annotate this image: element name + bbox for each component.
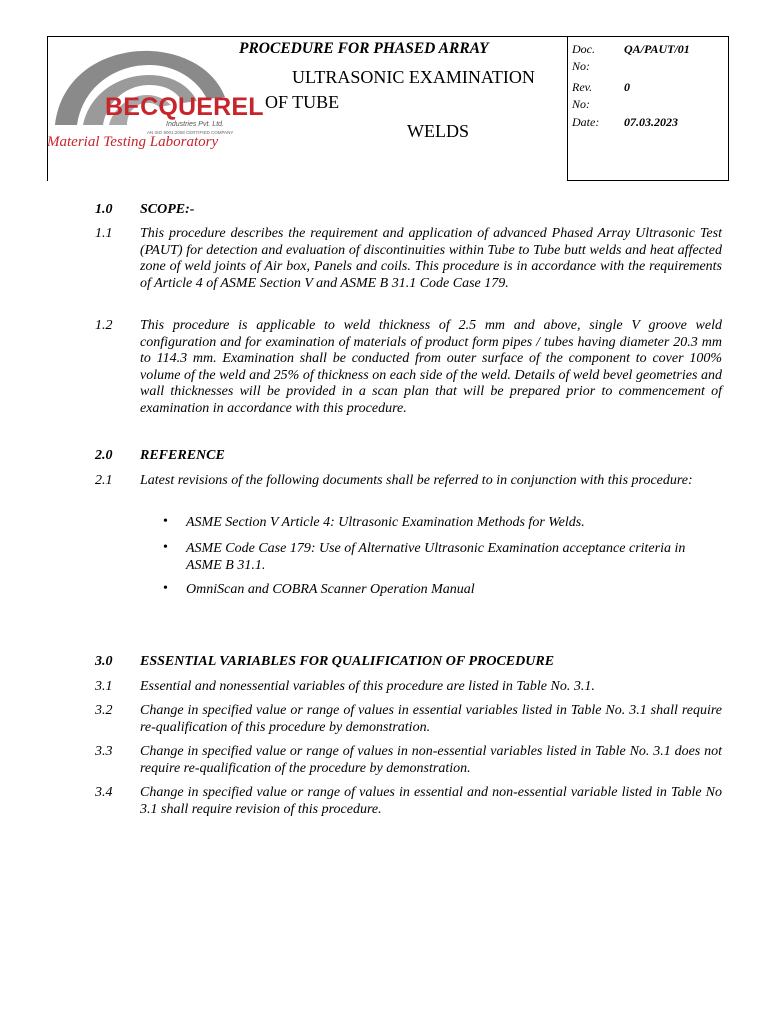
title-line-1: PROCEDURE FOR PHASED ARRAY <box>239 40 489 57</box>
clause-3-4-number: 3.4 <box>95 785 113 800</box>
clause-1-2-number: 1.2 <box>95 318 113 333</box>
rev-number-row <box>568 79 728 113</box>
doc-number-label: Doc. No: <box>572 42 595 73</box>
company-logo <box>47 45 264 165</box>
section-1-number: 1.0 <box>95 202 113 217</box>
date-value: 07.03.2023 <box>624 115 678 129</box>
clause-1-2-text: This procedure is applicable to weld thickness of 2.5 mm and above, single V groove weld configuration and for examination of materials of product form pipes / tubes having diameter 20.3 mm to 114.3 mm. Examination shall be conducted from outer surface of the component to cover 100% volume of the weld and 25% of thickness on each side of the weld. Details of weld bevel geometries and wall thicknesses will be provided in a scan plan that will be prepared prior to commencement of examination in accordance with this procedure. <box>140 318 722 416</box>
logo-tagline: Material Testing Laboratory <box>47 134 219 150</box>
document-header <box>47 36 729 181</box>
clause-3-3-number: 3.3 <box>95 744 113 759</box>
section-2-number: 2.0 <box>95 448 113 463</box>
doc-number-value: QA/PAUT/01 <box>624 42 690 56</box>
logo-suffix: Industries Pvt. Ltd. <box>166 121 224 128</box>
bullet-icon: • <box>163 540 168 555</box>
rev-number-label: Rev. No: <box>572 80 593 111</box>
clause-1-1-number: 1.1 <box>95 226 113 241</box>
section-3-title: ESSENTIAL VARIABLES FOR QUALIFICATION OF PROCEDURE <box>140 654 555 669</box>
clause-3-2-text: Change in specified value or range of values in essential variables listed in Table No. 3.1 shall require re-qualification of this procedure by demonstration. <box>140 703 722 735</box>
bullet-icon: • <box>163 514 168 529</box>
title-line-4: WELDS <box>407 121 469 141</box>
section-3-number: 3.0 <box>95 654 113 669</box>
section-1-title: SCOPE:- <box>140 202 195 217</box>
clause-2-1-text: Latest revisions of the following documents shall be referred to in conjunction with this procedure: <box>140 473 693 488</box>
reference-item: ASME Section V Article 4: Ultrasonic Examination Methods for Welds. <box>186 515 585 530</box>
section-2-title: REFERENCE <box>140 448 225 463</box>
document-meta-box <box>567 37 729 181</box>
rev-number-value: 0 <box>624 80 630 94</box>
clause-3-1-text: Essential and nonessential variables of this procedure are listed in Table No. 3.1. <box>140 679 595 694</box>
title-line-3: OF TUBE <box>265 92 340 112</box>
logo-iso-text: AN ISO 9001:2008 CERTIFIED COMPANY <box>147 130 234 135</box>
clause-3-1-number: 3.1 <box>95 679 113 694</box>
bullet-icon: • <box>163 581 168 596</box>
clause-2-1-number: 2.1 <box>95 473 113 488</box>
date-label: Date: <box>572 115 600 129</box>
reference-item: OmniScan and COBRA Scanner Operation Manual <box>186 582 475 597</box>
doc-number-row <box>568 41 728 75</box>
reference-item: ASME Code Case 179: Use of Alternative Ultrasonic Examination acceptance criteria in ASME B 31.1. <box>186 541 686 573</box>
title-line-2: ULTRASONIC EXAMINATION <box>292 67 535 87</box>
date-row <box>568 114 728 131</box>
logo-company-name: BECQUEREL <box>105 93 264 121</box>
clause-3-3-text: Change in specified value or range of values in non-essential variables listed in Table No. 3.1 does not require re-qualification of the procedure by demonstration. <box>140 744 722 776</box>
clause-1-1-text: This procedure describes the requirement and application of advanced Phased Array Ultrasonic Test (PAUT) for detection and evaluation of discontinuities within Tube to Tube butt welds and heat affected zone of weld joints of Air box, Panels and coils. This procedure is in accordance with the requirements of Article 4 of ASME Section V and ASME B 31.1 Code Case 179. <box>140 226 722 291</box>
clause-3-4-text: Change in specified value or range of values in essential and non-essential variable listed in Table No 3.1 shall require revision of this procedure. <box>140 785 722 817</box>
clause-3-2-number: 3.2 <box>95 703 113 718</box>
